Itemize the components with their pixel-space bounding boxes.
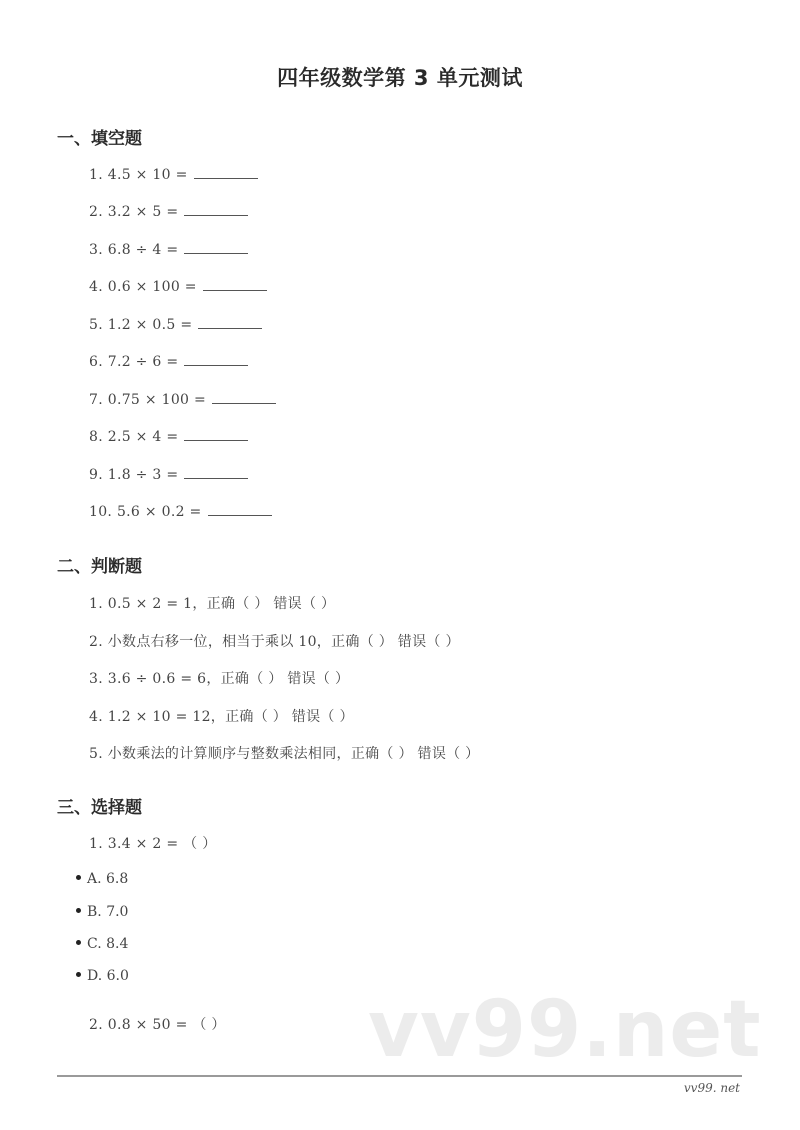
- fill-blank-item: [89, 316, 262, 333]
- fill-blank-item: [89, 353, 248, 370]
- item-number: 6.: [89, 354, 103, 370]
- fill-blank-item: [89, 503, 272, 520]
- item-text: 1.8 ÷ 3 =: [107, 467, 179, 483]
- item-text: 0.75 × 100 =: [107, 392, 207, 408]
- answer-blank[interactable]: [212, 391, 276, 404]
- fill-blank-item: [89, 278, 267, 295]
- item-number: 4.: [89, 279, 103, 295]
- item-text: 0.8 × 50 = （ ）: [107, 1017, 226, 1033]
- item-number: 8.: [89, 429, 103, 445]
- item-number: 2.: [89, 634, 103, 650]
- item-text: 2.5 × 4 =: [107, 429, 179, 445]
- choice-option[interactable]: [76, 936, 128, 952]
- answer-blank[interactable]: [194, 166, 258, 179]
- section-heading-multiple-choice: 三、选择题: [57, 798, 142, 818]
- fill-blank-item: [89, 466, 248, 483]
- option-label: D. 6.0: [87, 968, 129, 984]
- answer-blank[interactable]: [203, 278, 267, 291]
- fill-blank-item: [89, 428, 248, 445]
- choice-question: [89, 833, 217, 853]
- bullet-icon: [76, 940, 81, 945]
- item-text: 3.4 × 2 = （ ）: [107, 836, 217, 852]
- choice-option[interactable]: [76, 968, 129, 984]
- option-label: B. 7.0: [87, 904, 129, 920]
- fill-blank-item: [89, 391, 276, 408]
- item-text: 1.2 × 10 = 12，正确（ ） 错误（ ）: [107, 709, 354, 725]
- answer-blank[interactable]: [184, 353, 248, 366]
- item-number: 2.: [89, 1017, 103, 1033]
- item-number: 2.: [89, 204, 103, 220]
- footer-divider: [57, 1075, 742, 1077]
- true-false-item: [89, 631, 460, 651]
- bullet-icon: [76, 972, 81, 977]
- item-text: 小数乘法的计算顺序与整数乘法相同，正确（ ） 错误（ ）: [107, 746, 480, 762]
- page-title: 四年级数学第 3 单元测试: [277, 66, 523, 90]
- item-text: 5.6 × 0.2 =: [116, 504, 202, 520]
- watermark: vv99.net: [368, 985, 762, 1075]
- item-text: 4.5 × 10 =: [107, 167, 188, 183]
- item-text: 0.5 × 2 = 1，正确（ ） 错误（ ）: [107, 596, 336, 612]
- item-number: 4.: [89, 709, 103, 725]
- bullet-icon: [76, 875, 81, 880]
- answer-blank[interactable]: [198, 316, 262, 329]
- choice-question: [89, 1014, 226, 1034]
- answer-blank[interactable]: [184, 241, 248, 254]
- item-number: 1.: [89, 836, 103, 852]
- section-heading-fill-blank: 一、填空题: [57, 129, 142, 149]
- item-text: 3.6 ÷ 0.6 = 6，正确（ ） 错误（ ）: [107, 671, 350, 687]
- section-heading-true-false: 二、判断题: [57, 557, 142, 577]
- item-number: 1.: [89, 167, 103, 183]
- item-text: 1.2 × 0.5 =: [107, 317, 193, 333]
- answer-blank[interactable]: [184, 428, 248, 441]
- fill-blank-item: [89, 241, 248, 258]
- option-label: A. 6.8: [87, 871, 129, 887]
- option-label: C. 8.4: [87, 936, 129, 952]
- true-false-item: [89, 593, 335, 613]
- item-text: 7.2 ÷ 6 =: [107, 354, 179, 370]
- item-number: 10.: [89, 504, 113, 520]
- choice-option[interactable]: [76, 871, 128, 887]
- item-text: 6.8 ÷ 4 =: [107, 242, 179, 258]
- item-text: 0.6 × 100 =: [107, 279, 197, 295]
- item-number: 3.: [89, 671, 103, 687]
- item-number: 5.: [89, 746, 103, 762]
- true-false-item: [89, 668, 349, 688]
- item-number: 1.: [89, 596, 103, 612]
- fill-blank-item: [89, 166, 258, 183]
- item-number: 9.: [89, 467, 103, 483]
- item-number: 5.: [89, 317, 103, 333]
- item-number: 7.: [89, 392, 103, 408]
- fill-blank-item: [89, 203, 248, 220]
- choice-option[interactable]: [76, 904, 128, 920]
- true-false-item: [89, 706, 354, 726]
- item-text: 小数点右移一位，相当于乘以 10，正确（ ） 错误（ ）: [107, 634, 460, 650]
- answer-blank[interactable]: [208, 503, 272, 516]
- bullet-icon: [76, 908, 81, 913]
- answer-blank[interactable]: [184, 203, 248, 216]
- item-text: 3.2 × 5 =: [107, 204, 179, 220]
- true-false-item: [89, 743, 479, 763]
- answer-blank[interactable]: [184, 466, 248, 479]
- footer-site-label: vv99. net: [683, 1081, 740, 1095]
- item-number: 3.: [89, 242, 103, 258]
